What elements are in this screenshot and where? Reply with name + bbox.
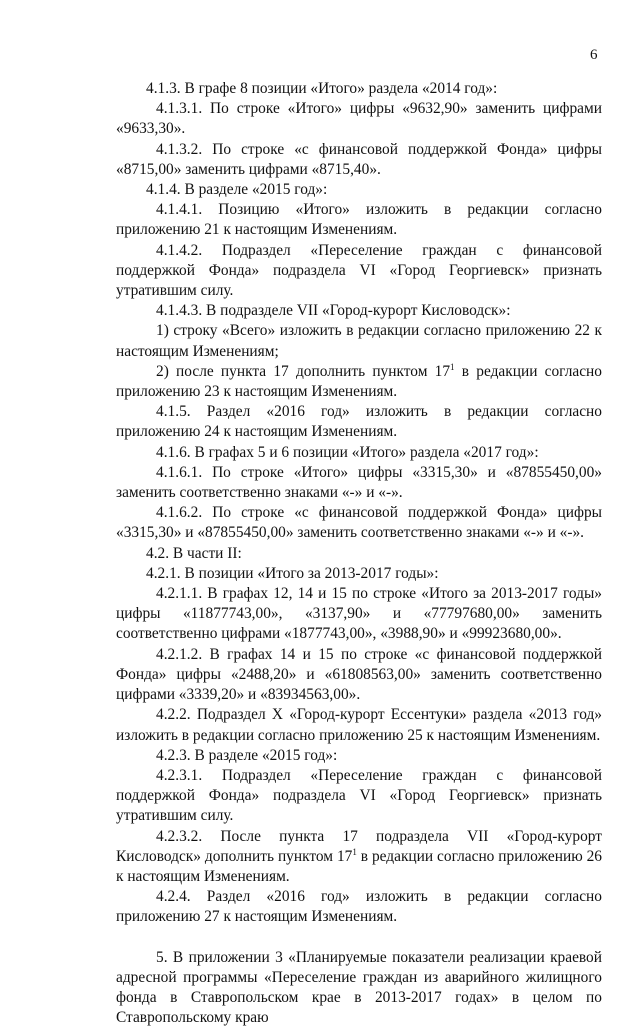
document-body bbox=[116, 79, 602, 1028]
paragraph-4-2-3-2-rest: в редакции согласно приложению 26 к настоящим Изменениям. bbox=[116, 847, 602, 885]
superscript-mark: 1 bbox=[352, 846, 357, 857]
paragraph-4-1-4: 4.1.4. В разделе «2015 год»: bbox=[146, 181, 328, 199]
paragraph-4-1-3-2: 4.1.3.2. По строке «с финансовой поддержкой Фонда» цифры «8715,00» заменить цифрами «8715,40». bbox=[116, 140, 602, 178]
superscript-mark: 1 bbox=[450, 361, 455, 372]
paragraph-4-2-2: 4.2.2. Подраздел Х «Город-курорт Ессентуки» раздела «2013 год» изложить в редакции согласно приложению 25 к настоящим Изменениям. bbox=[116, 706, 602, 744]
paragraph-4-1-3: 4.1.3. В графе 8 позиции «Итого» раздела «2014 год»: bbox=[146, 80, 498, 97]
paragraph-item-1: 1) строку «Всего» изложить в редакции согласно приложению 22 к настоящим Изменениям; bbox=[116, 322, 602, 360]
paragraph-4-1-4-2: 4.1.4.2. Подраздел «Переселение граждан с финансовой поддержкой Фонда» подраздела VI «Город Георгиевск» признать утратившим силу. bbox=[116, 241, 602, 300]
paragraph-item-2-text: 2) после пункта 17 дополнить пунктом 17 bbox=[156, 362, 451, 380]
paragraph-item-2-rest: в редакции согласно приложению 23 к настоящим Изменениям. bbox=[116, 362, 602, 401]
paragraph-4-2-1: 4.2.1. В позиции «Итого за 2013-2017 годы»: bbox=[146, 564, 439, 582]
paragraph-4-2-3-1: 4.2.3.1. Подраздел «Переселение граждан с финансовой поддержкой Фонда» подраздела VI «Город Георгиевск» признать утратившим силу. bbox=[116, 766, 602, 825]
paragraph-4-1-4-1: 4.1.4.1. Позицию «Итого» изложить в редакции согласно приложению 21 к настоящим Изменениям. bbox=[116, 201, 602, 239]
paragraph-4-1-6-1: 4.1.6.1. По строке «Итого» цифры «3315,30» и «87855450,00» заменить соответственно знаками «-» и «-». bbox=[116, 463, 602, 502]
paragraph-4-2-4: 4.2.4. Раздел «2016 год» изложить в редакции согласно приложению 27 к настоящим Изменениям. bbox=[116, 888, 602, 926]
paragraph-4-2-3-2-text: 4.2.3.2. После пункта 17 подраздела VII «Город-курорт Кисловодск» дополнить пунктом 17 bbox=[116, 827, 602, 865]
paragraph-4-2-1-1: 4.2.1.1. В графах 12, 14 и 15 по строке «Итого за 2013-2017 годы» цифры «11877743,00», «3137,90» и «77797680,00» заменить соответственно цифрами «1877743,00», «3988,90» и «99923680,00». bbox=[116, 585, 602, 643]
paragraph-4-1-3-1: 4.1.3.1. По строке «Итого» цифры «9632,90» заменить цифрами «9633,30». bbox=[116, 100, 602, 138]
paragraph-item-2 bbox=[116, 362, 602, 402]
paragraph-4-1-4-3: 4.1.4.3. В подразделе VII «Город-курорт Кисловодск»: bbox=[156, 302, 511, 320]
paragraph-5: 5. В приложении 3 «Планируемые показатели реализации краевой адресной программы «Переселение граждан из аварийного жилищного фонда в Ставропольском крае в 2013-2017 годах» в целом по Ставропольскому краю bbox=[116, 948, 602, 1027]
paragraph-4-1-6: 4.1.6. В графах 5 и 6 позиции «Итого» раздела «2017 год»: bbox=[156, 443, 539, 461]
paragraph-4-1-6-2: 4.1.6.2. По строке «с финансовой поддержкой Фонда» цифры «3315,30» и «87855450,00» заменить соответственно знаками «-» и «-». bbox=[116, 504, 602, 542]
paragraph-4-2: 4.2. В части II: bbox=[146, 544, 242, 562]
paragraph-4-1-5: 4.1.5. Раздел «2016 год» изложить в редакции согласно приложению 24 к настоящим Изменениям. bbox=[116, 403, 602, 441]
paragraph-4-2-1-2: 4.2.1.2. В графах 14 и 15 по строке «с финансовой поддержкой Фонда» цифры «2488,20» и «61808563,00» заменить соответственно цифрами «3339,20» и «83934563,00». bbox=[116, 645, 602, 704]
paragraph-4-2-3: 4.2.3. В разделе «2015 год»: bbox=[156, 746, 338, 764]
paragraph-4-2-3-2 bbox=[116, 827, 602, 888]
page-number: 6 bbox=[590, 47, 598, 63]
